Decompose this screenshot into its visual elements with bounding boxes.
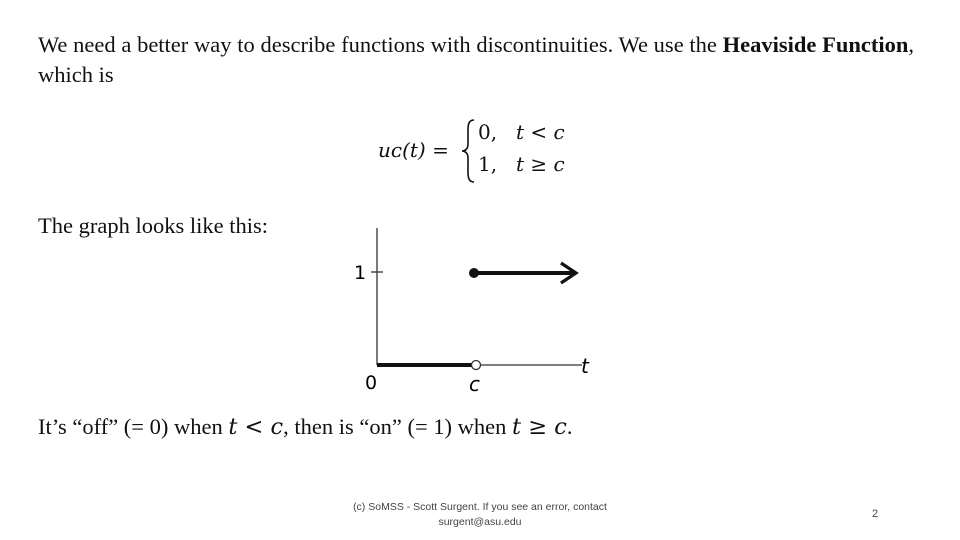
left-brace bbox=[460, 118, 476, 184]
closed-circle bbox=[469, 268, 479, 278]
case-0-condition: t < c bbox=[516, 120, 565, 144]
intro-text-after: , which is bbox=[38, 32, 914, 87]
heaviside-term: Heaviside Function bbox=[722, 32, 909, 57]
summary-condition-on: t ≥ c bbox=[512, 414, 567, 440]
formula-case-1 bbox=[478, 152, 565, 176]
summary-part-1: It’s “off” (= 0) when bbox=[38, 414, 229, 439]
origin-label: 0 bbox=[365, 372, 378, 394]
case-1-condition: t ≥ c bbox=[516, 152, 565, 176]
x-axis-label: t bbox=[581, 354, 589, 378]
formula-lhs: uᴄ(t) = bbox=[378, 138, 449, 162]
graph-caption: The graph looks like this: bbox=[38, 213, 268, 238]
summary-condition-off: t < c bbox=[228, 414, 284, 440]
summary-part-3: . bbox=[566, 414, 573, 439]
formula-case-0 bbox=[478, 120, 565, 144]
heaviside-graph bbox=[340, 222, 600, 397]
y-tick-label: 1 bbox=[354, 262, 367, 284]
intro-paragraph bbox=[38, 30, 914, 90]
footer-credit: (c) SoMSS - Scott Surgent. If you see an error, contact surgent@asu.edu bbox=[353, 501, 607, 528]
heaviside-formula bbox=[378, 118, 598, 184]
open-circle bbox=[472, 361, 481, 370]
case-1-value: 1, bbox=[478, 152, 498, 176]
summary-sentence bbox=[38, 412, 572, 442]
case-0-value: 0, bbox=[478, 120, 498, 144]
summary-part-2: , then is “on” (= 1) when bbox=[283, 414, 513, 439]
intro-text-before: We need a better way to describe functions with discontinuities. We use the bbox=[38, 32, 723, 57]
page-number: 2 bbox=[872, 508, 879, 520]
c-label: c bbox=[469, 372, 480, 396]
